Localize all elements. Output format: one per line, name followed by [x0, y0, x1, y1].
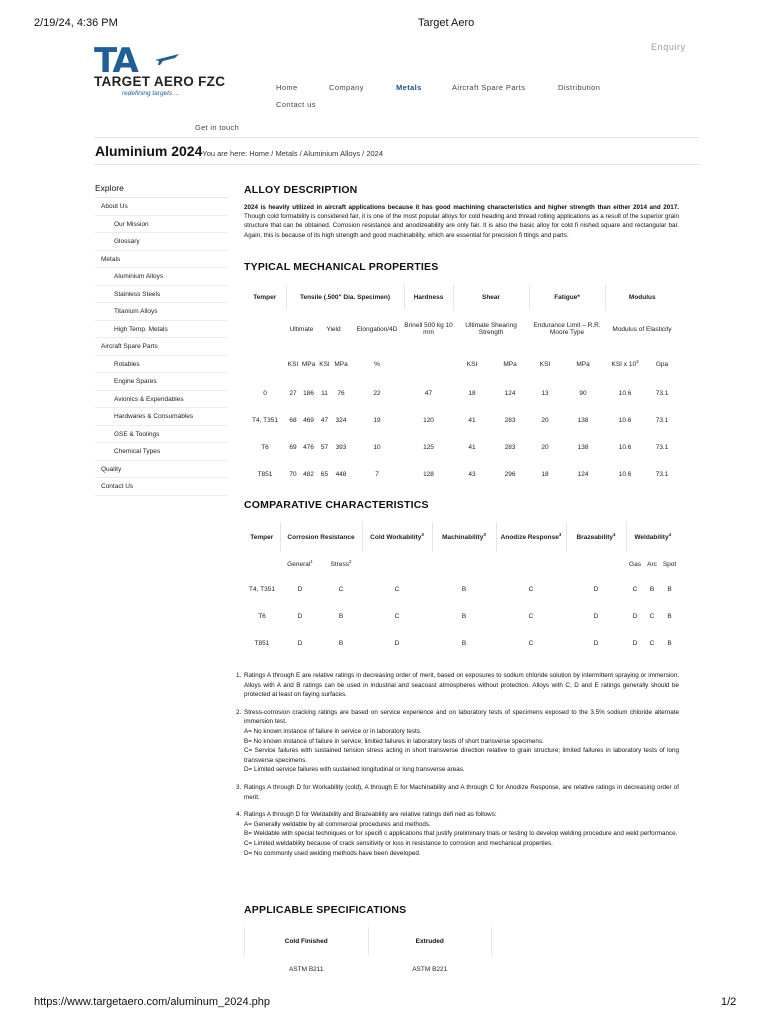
- table-cell: 41: [468, 417, 476, 424]
- table-cell: ASTM B221: [412, 965, 448, 973]
- print-url: https://www.targetaero.com/aluminum_2024.php: [34, 996, 271, 1008]
- col-header: Cold Finished: [245, 927, 369, 955]
- table-cell: 13: [541, 390, 549, 397]
- table-cell: Spot: [662, 560, 677, 568]
- logo-tagline: redefining targets ...: [122, 90, 180, 97]
- nav-aircraft-spare-parts[interactable]: Aircraft Spare Parts: [452, 83, 526, 92]
- footnote: [236, 783, 679, 802]
- sidebar-item-avionics-expendables[interactable]: Avionics & Expendables: [95, 391, 228, 409]
- table-cell: 73.1: [655, 417, 669, 424]
- footnote-text: D= No commonly used welding methods have been developed.: [244, 849, 421, 857]
- table-row: [244, 630, 679, 657]
- sidebar-item-aircraft-spare-parts[interactable]: Aircraft Spare Parts: [95, 338, 228, 356]
- table-cell: MPa: [503, 360, 517, 368]
- table-cell: D: [632, 640, 638, 647]
- table-cell: 18: [541, 471, 549, 478]
- sidebar-item-aluminium-alloys[interactable]: Aluminium Alloys: [95, 268, 228, 286]
- table-cell: C: [394, 586, 400, 593]
- table-cell: Endurance Limit – R.R. Moore Type: [533, 322, 601, 336]
- table-cell: ASTM B211: [288, 965, 324, 973]
- table-cell: 7: [375, 471, 379, 478]
- table-cell: 120: [423, 417, 434, 424]
- site-logo[interactable]: [94, 41, 226, 97]
- table-cell: B: [461, 640, 467, 647]
- table-cell: 393: [335, 444, 347, 451]
- nav-home[interactable]: Home: [276, 83, 298, 92]
- table-cell: [280, 552, 320, 576]
- sidebar-item-hardwares-consumables[interactable]: Hardwares & Consumables: [95, 408, 228, 426]
- table-cell: D: [297, 613, 303, 620]
- col-header: Extruded: [368, 927, 492, 955]
- enquiry-link[interactable]: Enquiry: [651, 42, 686, 52]
- table-cell: C: [528, 586, 534, 593]
- table-cell: 482: [303, 471, 314, 478]
- table-cell: 324: [335, 417, 347, 424]
- nav-metals[interactable]: Metals: [396, 83, 422, 92]
- table-cell: B: [649, 586, 655, 593]
- print-datetime: 2/19/24, 4:36 PM: [34, 17, 118, 29]
- footnote-ref: 4: [668, 532, 672, 538]
- footnote-ref: 1: [310, 559, 313, 565]
- footnote-number: 4.: [236, 811, 242, 819]
- table-cell: 70: [289, 471, 297, 478]
- specifications-table: [244, 927, 492, 983]
- col-header: [362, 522, 432, 552]
- footnote-text: B= No known instance of failure in service; limited failures in laboratory tests of short transverse specimens.: [244, 737, 544, 745]
- sidebar-item-about-us[interactable]: About Us: [95, 198, 228, 216]
- print-page-number: 1/2: [721, 996, 737, 1008]
- table-cell: MPa: [576, 360, 590, 368]
- table-cell: KSI: [287, 360, 299, 368]
- sidebar-item-metals[interactable]: Metals: [95, 251, 228, 269]
- table-cell: 41: [468, 444, 476, 451]
- sidebar-item-rotables[interactable]: Rotables: [95, 356, 228, 374]
- table-header-row: [244, 285, 679, 310]
- table-cell: B: [461, 613, 467, 620]
- footnote-text: A= No known instance of failure in service or in laboratory tests.: [244, 727, 422, 735]
- breadcrumb: You are here: Home / Metals / Aluminium Alloys / 2024: [202, 149, 384, 158]
- sidebar-item-stainless-steels[interactable]: Stainless Steels: [95, 286, 228, 304]
- col-header: Shear: [453, 285, 529, 310]
- footnote-text: Stress-corrosion cracking ratings are based on service experience and on laboratory tests of specimens exposed to the 3.5% sodium chloride alternate immersion test.: [244, 708, 679, 726]
- table-cell: D: [297, 586, 303, 593]
- table-cell: 296: [504, 471, 516, 478]
- table-units-row: [244, 348, 679, 380]
- table-row: [244, 434, 679, 461]
- logo-name: TARGET AERO FZC: [94, 74, 226, 89]
- footnote-ref: 2: [348, 559, 352, 565]
- table-cell: C: [528, 613, 534, 620]
- footnote-ref: 3: [558, 532, 562, 538]
- col-header: Temper: [244, 522, 280, 552]
- table-cell: 69: [289, 444, 297, 451]
- table-subheader-row: [244, 310, 679, 348]
- unit-superscript: 3: [636, 359, 639, 365]
- footnote-text: B= Weldable with special techniques or for specifi c applications that justify preliminary trials or testing to develop welding procedure and weld performance.: [244, 830, 678, 838]
- table-cell: 10: [373, 444, 381, 451]
- table-cell: 20: [541, 417, 549, 424]
- col-header-label: Machinability: [442, 534, 484, 542]
- footnote-text: Ratings A through E are relative ratings in decreasing order of merit, based on exposures to sodium chloride solution by intermittent spraying or immersion. Alloys with A and B ratings can be used in industrial and seacoast atmospheres without protection. Alloys with C, D and E ratings generally should be protected at least on faying surfaces.: [244, 672, 679, 699]
- table-cell: 43: [468, 471, 476, 478]
- table-cell: 47: [320, 417, 329, 424]
- footnote-text: D= Limited service failures with sustained longitudinal or long transverse areas.: [244, 766, 465, 774]
- table-cell: 57: [320, 444, 329, 451]
- table-cell: T851: [257, 471, 273, 478]
- table-cell: 10.6: [618, 444, 632, 451]
- table-cell: C: [649, 613, 655, 620]
- table-cell: MPa: [301, 360, 316, 368]
- sidebar-item-engine-spares[interactable]: Engine Spares: [95, 373, 228, 391]
- table-cell: Brinell 500 kg 10 mm: [404, 322, 453, 336]
- alloy-description-body: Though cold formability is considered fair, it is one of the most popular alloys for cold heading and thread rolling applications as a result of the superior grain structure that can be obtained. Corrosion resistance and anodizeability are only fair. It is also the basic alloy for cold fi nished square and rectangular bar. Again, this is because of its high strength and good machinability, which are essential for precision fi ttings and parts.: [244, 213, 679, 239]
- table-cell: 138: [577, 417, 589, 424]
- unit-label: KSI x 10: [611, 361, 637, 369]
- col-header: Fatigue*: [529, 285, 605, 310]
- sub-label: General: [287, 561, 311, 569]
- table-cell: D: [394, 640, 400, 647]
- col-header: [496, 522, 566, 552]
- sidebar-item-our-mission[interactable]: Our Mission: [95, 216, 228, 234]
- table-row: [244, 461, 679, 488]
- table-row: [245, 955, 492, 983]
- footnote-text: C= Limited weldability because of crack sensitivity or loss in resistance to corrosion and mechanical properties.: [244, 839, 553, 847]
- footnote: [236, 810, 679, 858]
- footnote-number: 1.: [236, 672, 242, 679]
- table-cell: C: [632, 586, 638, 593]
- airplane-icon: [154, 52, 180, 69]
- alloy-description-text: [244, 203, 679, 240]
- table-cell: 128: [423, 471, 434, 478]
- col-header: Modulus: [628, 294, 656, 301]
- logo-mark: TA: [94, 41, 137, 81]
- col-header-label: Weldability: [634, 534, 669, 542]
- table-cell: 47: [424, 390, 433, 397]
- table-cell: T4, T351: [252, 417, 278, 424]
- col-header: Corrosion Resistance: [280, 522, 362, 552]
- col-header: Hardness: [404, 285, 453, 310]
- table-cell: 283: [504, 444, 516, 451]
- table-cell: KSI: [466, 360, 478, 368]
- table-cell: C: [649, 640, 655, 647]
- table-cell: T6: [261, 444, 269, 451]
- table-cell: Gas: [629, 560, 641, 568]
- table-cell: 10.6: [618, 471, 632, 478]
- table-cell: [362, 552, 432, 576]
- col-header: [566, 522, 626, 552]
- table-cell: 68: [289, 417, 297, 424]
- table-row: [244, 407, 679, 434]
- table-cell: 73.1: [655, 444, 669, 451]
- table-header-row: [245, 927, 492, 955]
- table-cell: B: [667, 640, 672, 647]
- table-row: [244, 380, 679, 407]
- table-cell: Ultimate Shearing Strength: [465, 322, 517, 336]
- table-cell: B: [667, 586, 672, 593]
- table-cell: 22: [373, 390, 381, 397]
- table-cell: [320, 552, 362, 576]
- sidebar-item-chemical-types[interactable]: Chemical Types: [95, 443, 228, 461]
- sidebar-item-gse-toolings[interactable]: GSE & Toolings: [95, 426, 228, 444]
- sidebar-heading: Explore: [95, 180, 228, 198]
- table-cell: T851: [254, 640, 270, 647]
- table-cell: KSI: [319, 360, 330, 368]
- nav-contact-us[interactable]: Contact us: [276, 100, 316, 109]
- table-subheader-row: [244, 552, 679, 576]
- sidebar-nav: [95, 180, 228, 496]
- alloy-description-heading: ALLOY DESCRIPTION: [244, 184, 358, 196]
- table-cell: [496, 552, 566, 576]
- table-cell: T6: [258, 613, 266, 620]
- table-row: [244, 603, 679, 630]
- table-cell: D: [593, 613, 599, 620]
- table-cell: D: [632, 613, 638, 620]
- table-cell: %: [374, 360, 380, 368]
- table-cell: T4, T351: [249, 586, 275, 593]
- table-cell: 73.1: [655, 390, 669, 397]
- table-cell: Ultimate: [289, 325, 314, 333]
- get-in-touch-link[interactable]: Get in touch: [195, 123, 240, 132]
- page-title: [95, 143, 383, 159]
- footnote-text: Ratings A through D for Workability (cold), A through E for Machinability and A through C for Anodize Response, are relative ratings in decreasing order of merit.: [244, 783, 679, 801]
- footnote: [236, 708, 679, 775]
- footnote-text: C= Service failures with sustained tension stress acting in short transverse direction relative to grain structure; limited failures in laboratory tests of long transverse specimens.: [244, 747, 679, 764]
- sidebar-item-high-temp-metals[interactable]: High Temp. Metals: [95, 321, 228, 339]
- table-cell: 0: [263, 390, 267, 397]
- table-cell: C: [394, 613, 400, 620]
- footnotes: [236, 671, 679, 866]
- table-cell: 18: [468, 390, 476, 397]
- table-cell: Yield: [326, 325, 341, 333]
- table-cell: Elongation/4D: [356, 325, 398, 333]
- table-cell: 125: [423, 444, 434, 451]
- table-cell: 283: [504, 417, 516, 424]
- col-header-label: Cold Workability: [370, 534, 422, 542]
- table-cell: 65: [320, 471, 329, 478]
- title-divider: [94, 164, 699, 165]
- col-header: Tensile (.500" Dia. Specimen): [286, 285, 404, 310]
- table-cell: [244, 310, 286, 348]
- table-cell: 186: [303, 390, 314, 397]
- footnote-ref: 4: [612, 532, 616, 538]
- comparative-characteristics-heading: COMPARATIVE CHARACTERISTICS: [244, 499, 429, 511]
- table-cell: KSI: [539, 360, 551, 368]
- sidebar-item-quality[interactable]: Quality: [95, 461, 228, 479]
- footnote-number: 2.: [236, 708, 242, 716]
- table-cell: [566, 552, 626, 576]
- table-cell: D: [593, 586, 599, 593]
- table-cell: 19: [373, 417, 381, 424]
- table-cell: 10.6: [618, 417, 632, 424]
- table-cell: 11: [321, 390, 328, 397]
- table-cell: C: [338, 586, 344, 593]
- mechanical-properties-table: [244, 285, 679, 488]
- table-cell: 448: [335, 471, 347, 478]
- table-cell: 138: [577, 444, 589, 451]
- table-cell: B: [667, 613, 672, 620]
- table-cell: Arc: [647, 560, 657, 568]
- alloy-description-lead: 2024 is heavily utilized in aircraft applications because it has good machining characteristics and higher strength than either 2014 and 2017.: [244, 204, 679, 211]
- sidebar-item-contact-us[interactable]: Contact Us: [95, 478, 228, 496]
- sidebar-item-titanium-alloys[interactable]: Titanium Alloys: [95, 303, 228, 321]
- table-cell: 90: [579, 390, 587, 397]
- col-header-label: Brazeability: [576, 534, 613, 542]
- mechanical-properties-heading: TYPICAL MECHANICAL PROPERTIES: [244, 261, 439, 273]
- applicable-specifications-heading: APPLICABLE SPECIFICATIONS: [244, 904, 407, 916]
- table-cell: 124: [577, 471, 589, 478]
- table-cell: 76: [337, 390, 345, 397]
- col-header-label: Anodize Response: [500, 534, 559, 542]
- page-title-text: Aluminium 2024: [95, 143, 203, 159]
- table-cell: MPa: [334, 360, 348, 368]
- table-cell: C: [528, 640, 534, 647]
- table-cell: [404, 348, 453, 380]
- footnote-text: Ratings A through D for Weldability and Brazeability are relative ratings defi ned as follows:: [244, 811, 497, 819]
- col-header: [432, 522, 496, 552]
- table-header-row: [244, 522, 679, 552]
- table-cell: Gpa: [655, 360, 669, 368]
- table-cell: B: [461, 586, 467, 593]
- footnote-number: 3.: [236, 783, 242, 791]
- footnote-ref: 3: [421, 532, 424, 538]
- table-cell: [605, 348, 645, 380]
- col-header: Temper: [244, 285, 286, 310]
- table-cell: 10.6: [618, 390, 632, 397]
- table-cell: 476: [303, 444, 314, 451]
- sub-label: Stress: [330, 561, 349, 569]
- table-cell: D: [297, 640, 303, 647]
- table-cell: [432, 552, 496, 576]
- footnote-text: A= Generally weldable by all commercial procedures and methods.: [244, 820, 431, 828]
- sidebar-item-glossary[interactable]: Glossary: [95, 233, 228, 251]
- table-cell: [244, 552, 280, 576]
- col-header: [626, 522, 679, 552]
- footnote-ref: 3: [483, 532, 486, 538]
- table-cell: 73.1: [655, 471, 669, 478]
- comparative-characteristics-table: [244, 522, 679, 657]
- header-divider: [94, 137, 699, 138]
- table-cell: Modulus of Elasticity: [612, 325, 672, 333]
- table-cell: B: [338, 613, 344, 620]
- print-page-title: Target Aero: [418, 17, 475, 29]
- footnote: [236, 671, 679, 700]
- nav-distribution[interactable]: Distribution: [558, 83, 601, 92]
- table-cell: [244, 348, 286, 380]
- table-cell: B: [338, 640, 344, 647]
- table-cell: 20: [541, 444, 549, 451]
- table-cell: 27: [289, 390, 297, 397]
- table-cell: 469: [303, 417, 314, 424]
- table-row: [244, 576, 679, 603]
- table-cell: D: [593, 640, 599, 647]
- table-cell: 124: [504, 390, 516, 397]
- nav-company[interactable]: Company: [329, 83, 364, 92]
